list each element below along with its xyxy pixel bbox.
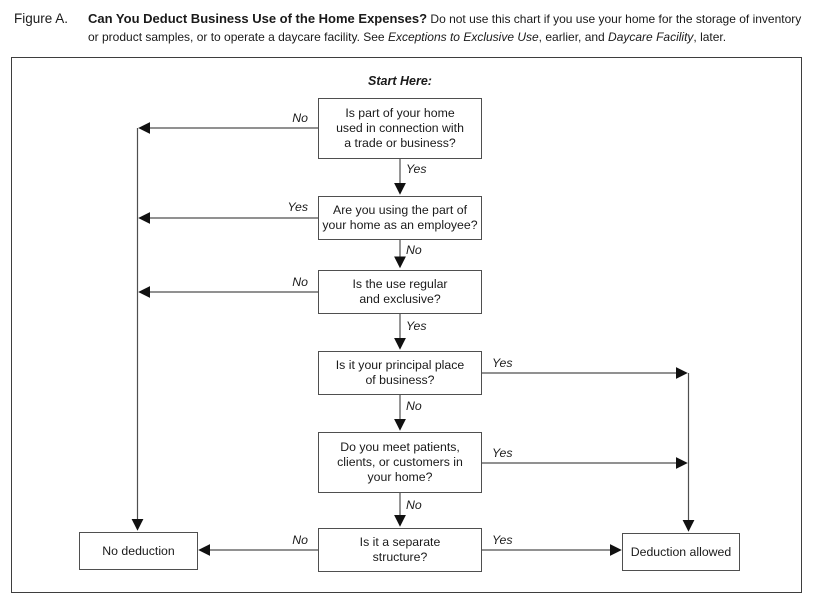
decision-trade-or-business (318, 98, 482, 159)
node-line: Are you using the part of (333, 203, 467, 217)
node-line: a trade or business? (344, 136, 456, 150)
edge-label-q5-yes: Yes (492, 446, 513, 460)
node-line: Deduction allowed (630, 544, 732, 559)
edge-label-q2-no: No (406, 243, 422, 257)
node-line: clients, or customers in (337, 455, 463, 469)
edge-label-q6-no: No (292, 533, 308, 547)
node-line: Is it a separate (359, 535, 441, 549)
edge-label-q2-yes: Yes (287, 200, 308, 214)
terminal-no-deduction (79, 532, 198, 570)
figure-note-text: , later. (693, 30, 727, 44)
decision-regular-exclusive (318, 270, 482, 314)
node-line: Is part of your home (345, 106, 455, 120)
edge-label-q3-no: No (292, 275, 308, 289)
node-line: used in connection with (336, 121, 464, 135)
node-line: your home as an employee? (322, 218, 478, 232)
node-line: No deduction (102, 543, 175, 558)
node-line: of business? (365, 373, 435, 387)
start-here-label: Start Here: (368, 74, 432, 88)
edge-label-q3-yes: Yes (406, 319, 427, 333)
decision-employee-use (318, 196, 482, 240)
edge-label-q4-yes: Yes (492, 356, 513, 370)
node-line: and exclusive? (359, 292, 441, 306)
edge-label-q4-no: No (406, 399, 422, 413)
node-line: structure? (372, 550, 428, 564)
figure-title: Can You Deduct Business Use of the Home Expenses? (88, 11, 428, 26)
figure-header (88, 10, 806, 46)
node-line: Do you meet patients, (340, 440, 460, 454)
terminal-deduction-allowed (622, 533, 740, 571)
node-line: Is it your principal place (335, 358, 465, 372)
edge-label-q1-yes: Yes (406, 162, 427, 176)
node-line: Is the use regular (352, 277, 448, 291)
decision-principal-place (318, 351, 482, 395)
edge-label-q6-yes: Yes (492, 533, 513, 547)
node-line: your home? (367, 470, 433, 484)
decision-separate-structure (318, 528, 482, 572)
figure-note-italic-daycare: Daycare Facility (608, 30, 694, 44)
figure-label: Figure A. (14, 11, 69, 26)
decision-meet-clients (318, 432, 482, 493)
edge-label-q1-no: No (292, 111, 308, 125)
figure-note-text: Do not use this chart if you use your home for the storage of inventory or product samples, or to operate a daycare facility. See (88, 12, 802, 44)
figure-note-text: , earlier, and (538, 30, 609, 44)
edge-label-q5-no: No (406, 498, 422, 512)
figure-note-italic-exceptions: Exceptions to Exclusive Use (387, 30, 539, 44)
